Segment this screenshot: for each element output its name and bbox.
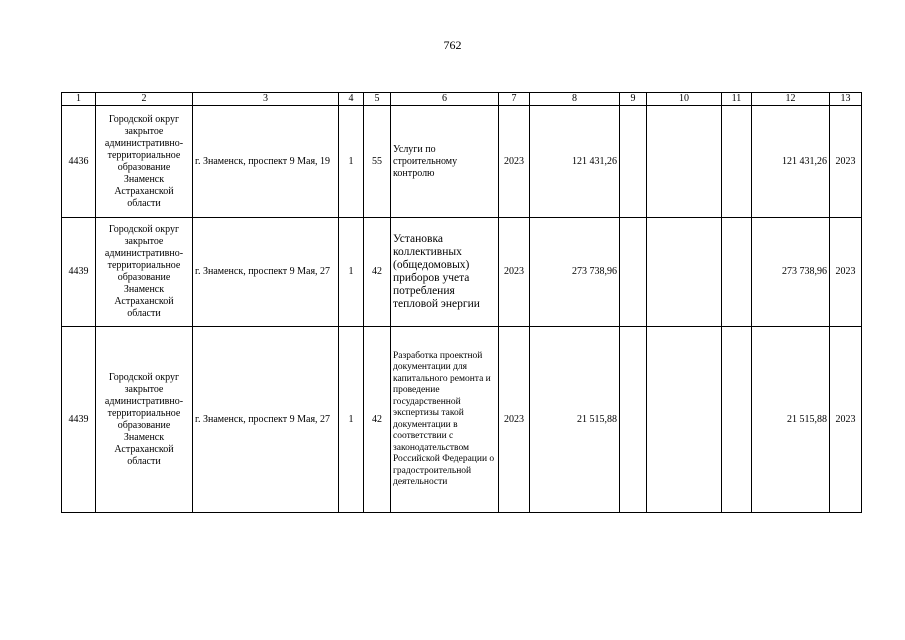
cell-col5: 42 (364, 218, 391, 327)
cell-id: 4439 (62, 327, 96, 513)
cell-col9 (620, 218, 647, 327)
cell-amount: 21 515,88 (530, 327, 620, 513)
table-row (62, 327, 862, 513)
cell-col11 (722, 106, 752, 218)
cell-owner: Городской округ закрытое административно-территориальное образование Знаменск Астраханской области (96, 327, 193, 513)
cell-col5: 55 (364, 106, 391, 218)
column-header: 13 (830, 93, 862, 106)
cell-owner: Городской округ закрытое административно-территориальное образование Знаменск Астраханской области (96, 218, 193, 327)
cell-col10 (647, 106, 722, 218)
cell-address: г. Знаменск, проспект 9 Мая, 19 (193, 106, 339, 218)
column-header: 11 (722, 93, 752, 106)
cell-amount: 273 738,96 (530, 218, 620, 327)
header-row (62, 93, 862, 106)
cell-col12: 273 738,96 (752, 218, 830, 327)
column-header: 10 (647, 93, 722, 106)
cell-year: 2023 (499, 106, 530, 218)
column-header: 5 (364, 93, 391, 106)
column-header: 9 (620, 93, 647, 106)
cell-col12: 121 431,26 (752, 106, 830, 218)
cell-col11 (722, 218, 752, 327)
column-header: 8 (530, 93, 620, 106)
table-row (62, 106, 862, 218)
cell-col13: 2023 (830, 327, 862, 513)
column-header: 4 (339, 93, 364, 106)
column-header: 2 (96, 93, 193, 106)
data-table (61, 92, 862, 513)
cell-col4: 1 (339, 327, 364, 513)
cell-amount: 121 431,26 (530, 106, 620, 218)
column-header: 7 (499, 93, 530, 106)
column-header: 1 (62, 93, 96, 106)
cell-work: Установка коллективных (общедомовых) приборов учета потребления тепловой энергии (391, 218, 499, 327)
cell-col12: 21 515,88 (752, 327, 830, 513)
cell-col13: 2023 (830, 106, 862, 218)
cell-address: г. Знаменск, проспект 9 Мая, 27 (193, 327, 339, 513)
cell-address: г. Знаменск, проспект 9 Мая, 27 (193, 218, 339, 327)
cell-col9 (620, 106, 647, 218)
cell-col4: 1 (339, 218, 364, 327)
page-number: 762 (443, 38, 462, 52)
column-header: 12 (752, 93, 830, 106)
cell-col10 (647, 327, 722, 513)
cell-col11 (722, 327, 752, 513)
cell-year: 2023 (499, 218, 530, 327)
cell-work: Услуги по строительному контролю (391, 106, 499, 218)
column-header: 6 (391, 93, 499, 106)
table-row (62, 218, 862, 327)
cell-col9 (620, 327, 647, 513)
cell-owner: Городской округ закрытое административно-территориальное образование Знаменск Астраханской области (96, 106, 193, 218)
cell-col13: 2023 (830, 218, 862, 327)
cell-col10 (647, 218, 722, 327)
cell-year: 2023 (499, 327, 530, 513)
cell-col5: 42 (364, 327, 391, 513)
cell-col4: 1 (339, 106, 364, 218)
cell-id: 4439 (62, 218, 96, 327)
column-header: 3 (193, 93, 339, 106)
cell-work: Разработка проектной документации для капитального ремонта и проведение государственной экспертизы такой документации в соответствии с законодательством Российской Федерации о градостроительной деятельности (391, 327, 499, 513)
cell-id: 4436 (62, 106, 96, 218)
